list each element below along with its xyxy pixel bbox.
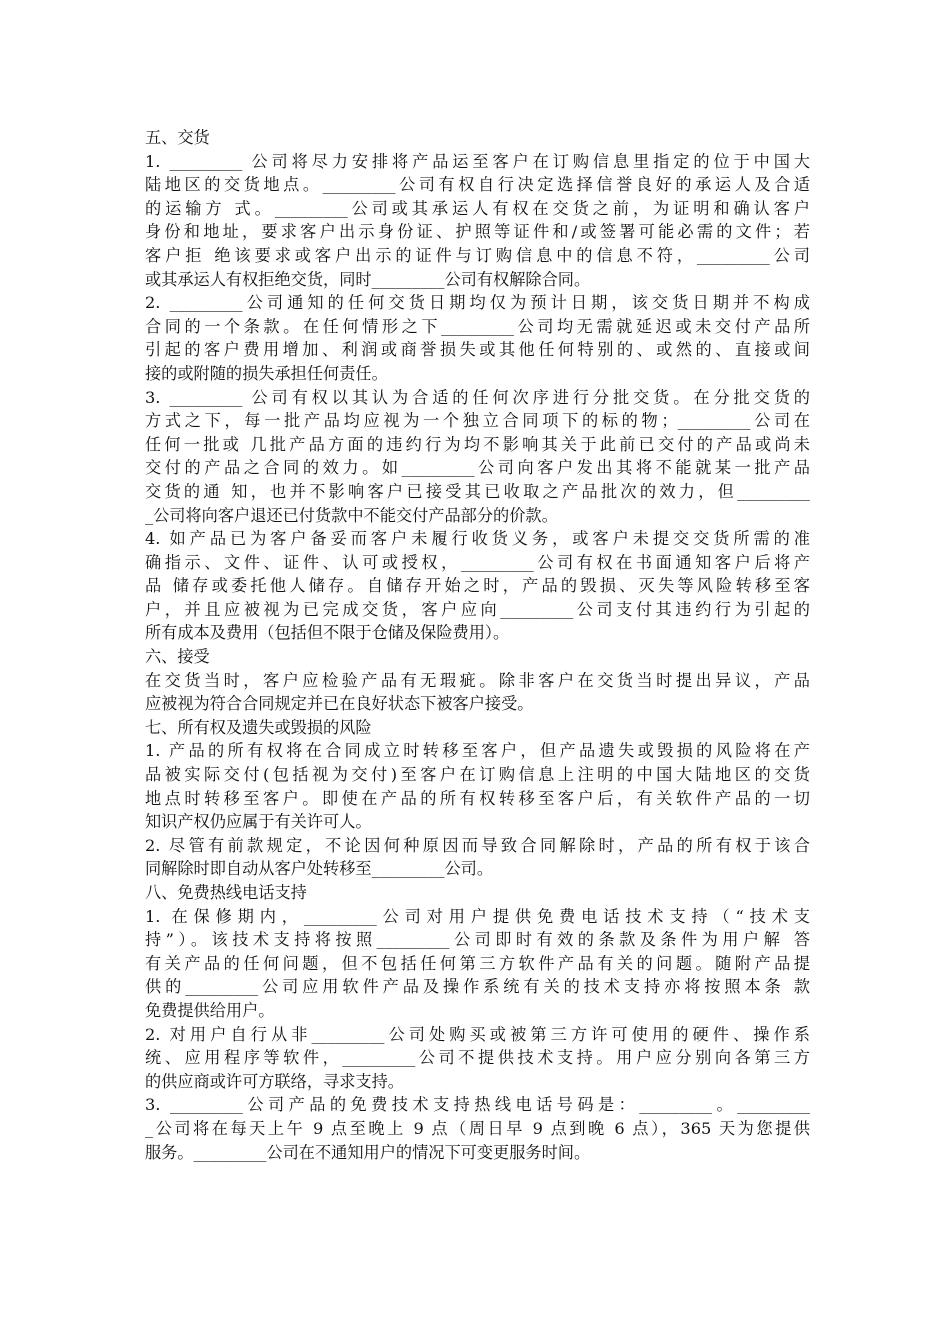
text-line: 确指示、文件、证件、认可或授权，_________公司有权在书面通知客户后将产 (145, 552, 810, 572)
text-line: 的运输方 式。_________公司或其承运人有权在交货之前，为证明和确认客户 (145, 198, 810, 218)
text-line: 七、所有权及遗失或毁损的风险 (145, 717, 372, 737)
text-line: 知识产权仍应属于有关许可人。 (145, 812, 372, 832)
text-line: 方式之下，每一批产品均应视为一个独立合同项下的标的物；_________公司在 (145, 411, 810, 431)
text-line: 应被视为符合合同规定并已在良好状态下被客户接受。 (145, 694, 534, 714)
text-line: 户，并且应被视为已完成交货，客户应向_________公司支付其违约行为引起的 (145, 599, 810, 619)
text-line: 引起的客户费用增加、利润或商誉损失或其他任何特别的、或然的、直接或间 (145, 340, 810, 360)
text-line: 品 储存或委托他人储存。自储存开始之时，产品的毁损、灭失等风险转移至客 (145, 576, 810, 596)
text-line: 1. 在保修期内，_________公司对用户提供免费电话技术支持（“技术支 (145, 906, 810, 926)
text-line: 或其承运人有权拒绝交货，同时_________公司有权解除合同。 (145, 269, 591, 289)
text-line: 2. 尽管有前款规定，不论因何种原因而导致合同解除时，产品的所有权于该合 (145, 835, 810, 855)
text-line: 五、交货 (145, 128, 210, 147)
text-line: 任何一批或 几批产品方面的违约行为均不影响其关于此前已交付的产品或尚未 (145, 434, 810, 454)
text-line: 在交货当时，客户应检验产品有无瑕疵。除非客户在交货当时提出异议，产品 (145, 670, 810, 690)
text-line: 接的或附随的损失承担任何责任。 (145, 363, 388, 383)
text-line: 3. _________公司产品的免费技术支持热线电话号码是：_________。_________ (145, 1095, 810, 1115)
text-line: 4. 如产品已为客户备妥而客户未履行收货义务，或客户未提交交货所需的准 (145, 529, 810, 549)
text-line: _公司将向客户退还已付货款中不能交付产品部分的价款。 (145, 505, 558, 525)
text-line: 六、接受 (145, 647, 210, 667)
text-line: 持”）。该技术支持将按照_________公司即时有效的条款及条件为用户解 答 (145, 930, 810, 950)
text-line: 地点时转移至客户。即使在产品的所有权转移至客户后，有关软件产品的一切 (145, 788, 810, 808)
text-line: 1. _________ 公司将尽力安排将产品运至客户在订购信息里指定的位于中国大 (145, 151, 810, 171)
text-line: 合同的一个条款。在任何情形之下_________公司均无需就延迟或未交付产品所 (145, 316, 810, 336)
text-line: 客户拒 绝该要求或客户出示的证件与订购信息中的信息不符，_________公司 (145, 245, 810, 265)
text-line: 统、应用程序等软件，_________公司不提供技术支持。用户应分别向各第三方 (145, 1048, 810, 1068)
text-line: 陆地区的交货地点。_________公司有权自行决定选择信誉良好的承运人及合适 (145, 175, 810, 195)
text-line: 身份和地址，要求客户出示身份证、护照等证件和/或签署可能必需的文件；若 (145, 222, 810, 242)
text-line: 品被实际交付(包括视为交付)至客户在订购信息上注明的中国大陆地区的交货 (145, 765, 810, 785)
text-line: 2. 对用户自行从非_________公司处购买或被第三方许可使用的硬件、操作系 (145, 1024, 810, 1044)
text-line: _公司将在每天上午 9 点至晚上 9 点（周日早 9 点到晚 6 点），365 天为您提供 (145, 1118, 810, 1138)
text-line: 交付的产品之合同的效力。如_________公司向客户发出其将不能就某一批产品 (145, 458, 810, 478)
text-line: 交货的通 知，也并不影响客户已接受其已收取之产品批次的效力，但_________ (145, 481, 810, 501)
text-line: 同解除时即自动从客户处转移至_________公司。 (145, 859, 494, 879)
text-line: 八、免费热线电话支持 (145, 883, 307, 902)
text-line: 供的_________公司应用软件产品及操作系统有关的技术支持亦将按照本条 款 (145, 977, 810, 997)
text-line: 有关产品的任何问题，但不包括任何第三方软件产品有关的问题。随附产品提 (145, 953, 810, 973)
text-line: 免费提供给用户。 (145, 1000, 275, 1020)
text-line: 的供应商或许可方联络，寻求支持。 (145, 1071, 404, 1091)
text-line: 服务。_________公司在不通知用户的情况下可变更服务时间。 (145, 1142, 591, 1162)
text-line: 3. _________ 公司有权以其认为合适的任何次序进行分批交货。在分批交货的 (145, 387, 810, 407)
text-line: 1. 产品的所有权将在合同成立时转移至客户，但产品遗失或毁损的风险将在产 (145, 741, 810, 761)
document-body (145, 126, 810, 1164)
text-line: 2. _________公司通知的任何交货日期均仅为预计日期，该交货日期并不构成 (145, 293, 810, 313)
text-line: 所有成本及费用（包括但不限于仓储及保险费用）。 (145, 623, 510, 643)
